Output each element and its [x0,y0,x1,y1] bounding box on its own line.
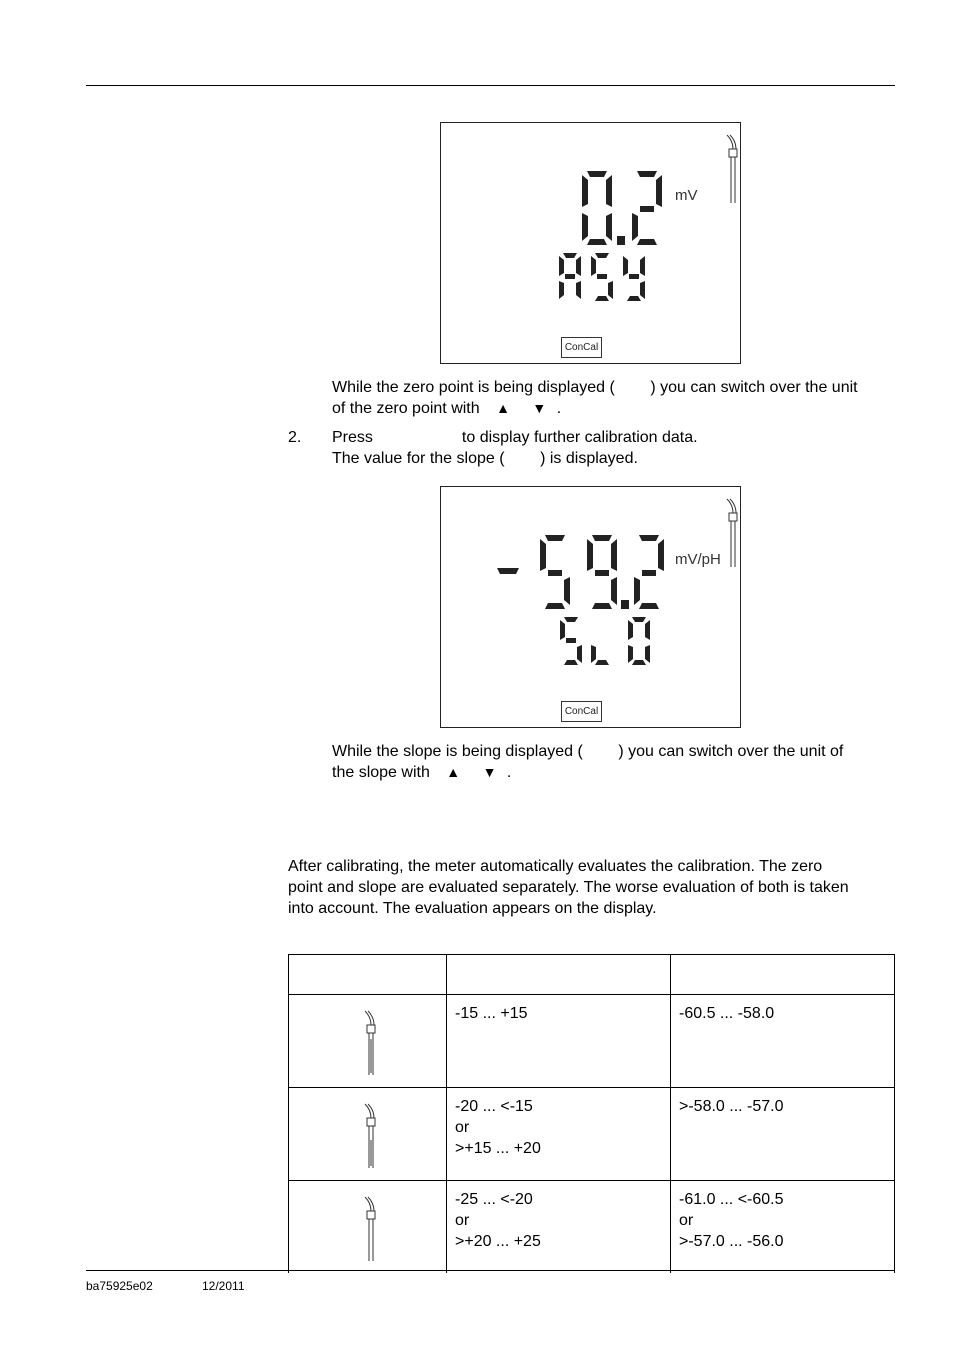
footer-doc-id: ba75925e02 [86,1279,153,1293]
lcd-display-zero-point [440,122,741,364]
slope-or: or [679,1212,694,1229]
electrode-icon [289,1088,446,1174]
lcd-unit: mV [675,187,698,204]
slope-range: -61.0 ... <-60.5 [679,1191,784,1208]
evaluation-table [288,954,895,1273]
step-2-line1b: to display further calibration data. [461,429,698,446]
concal-badge: ConCal [561,337,602,358]
lcd-mode-label [559,253,645,301]
lcd-main-value [582,171,662,245]
table-cell-zero [447,1181,671,1274]
table-row [289,1088,895,1181]
zero-point-text-line1: While the zero point is being displayed ( ) you can switch over the unit [332,379,858,396]
arrow-down-icon: ▼ [482,764,497,780]
lcd-segments [441,123,742,365]
slope-range: >-58.0 ... -57.0 [679,1098,784,1115]
arrow-up-icon: ▲ [496,400,510,416]
step-2-line2: The value for the slope ( ) is displayed. [332,450,638,467]
table-cell-icon [289,995,447,1088]
lcd-mode-label [560,617,650,665]
lcd-display-slope [440,486,741,728]
zero-or: or [455,1119,470,1136]
step-2-text [332,427,895,469]
footer-date: 12/2011 [202,1279,245,1293]
slope-unit-text [332,741,895,783]
evaluation-line1: After calibrating, the meter automatically evaluates the calibration. The zero [288,858,823,875]
table-header-slope [671,955,895,995]
slope-range: >-57.0 ... -56.0 [679,1233,784,1250]
electrode-icon [289,1181,446,1267]
table-cell-slope [671,995,895,1088]
concal-badge: ConCal [561,701,602,722]
zero-or: or [455,1212,470,1229]
evaluation-line3: into account. The evaluation appears on the display. [288,900,657,917]
zero-range: -15 ... +15 [455,1005,528,1022]
table-header-display [289,955,447,995]
electrode-icon [727,499,737,567]
zero-range: >+15 ... +20 [455,1140,541,1157]
header-rule [86,85,895,86]
table-cell-zero [447,1088,671,1181]
footer-rule [86,1270,895,1271]
lcd-unit: mV/pH [675,551,721,568]
slope-text-line1: While the slope is being displayed ( ) you can switch over the unit of [332,743,844,760]
table-cell-icon [289,1088,447,1181]
lcd-main-value [497,535,664,609]
slope-text-line2b: . [506,764,512,781]
table-cell-icon [289,1181,447,1274]
table-header-row [289,955,895,995]
zero-range: >+20 ... +25 [455,1233,541,1250]
step-number: 2. [288,429,302,446]
table-header-zero [447,955,671,995]
arrow-up-icon: ▲ [446,764,461,780]
evaluation-paragraph [288,856,895,919]
step-2-press: Press [332,429,373,446]
zero-point-unit-text [332,377,895,419]
zero-range: -25 ... <-20 [455,1191,533,1208]
electrode-icon [289,995,446,1081]
evaluation-line2: point and slope are evaluated separately. The worse evaluation of both is taken [288,879,849,896]
electrode-icon [727,135,737,203]
table-cell-slope [671,1181,895,1274]
table-cell-zero [447,995,671,1088]
slope-text-line2a: the slope with [332,764,430,781]
slope-range: -60.5 ... -58.0 [679,1005,775,1022]
table-row [289,1181,895,1274]
table-row [289,995,895,1088]
arrow-down-icon: ▼ [532,400,547,416]
table-cell-slope [671,1088,895,1181]
zero-range: -20 ... <-15 [455,1098,533,1115]
zero-point-text-line2a: of the zero point with [332,400,480,417]
lcd-segments [441,487,742,729]
zero-point-text-line2b: . [556,400,562,417]
